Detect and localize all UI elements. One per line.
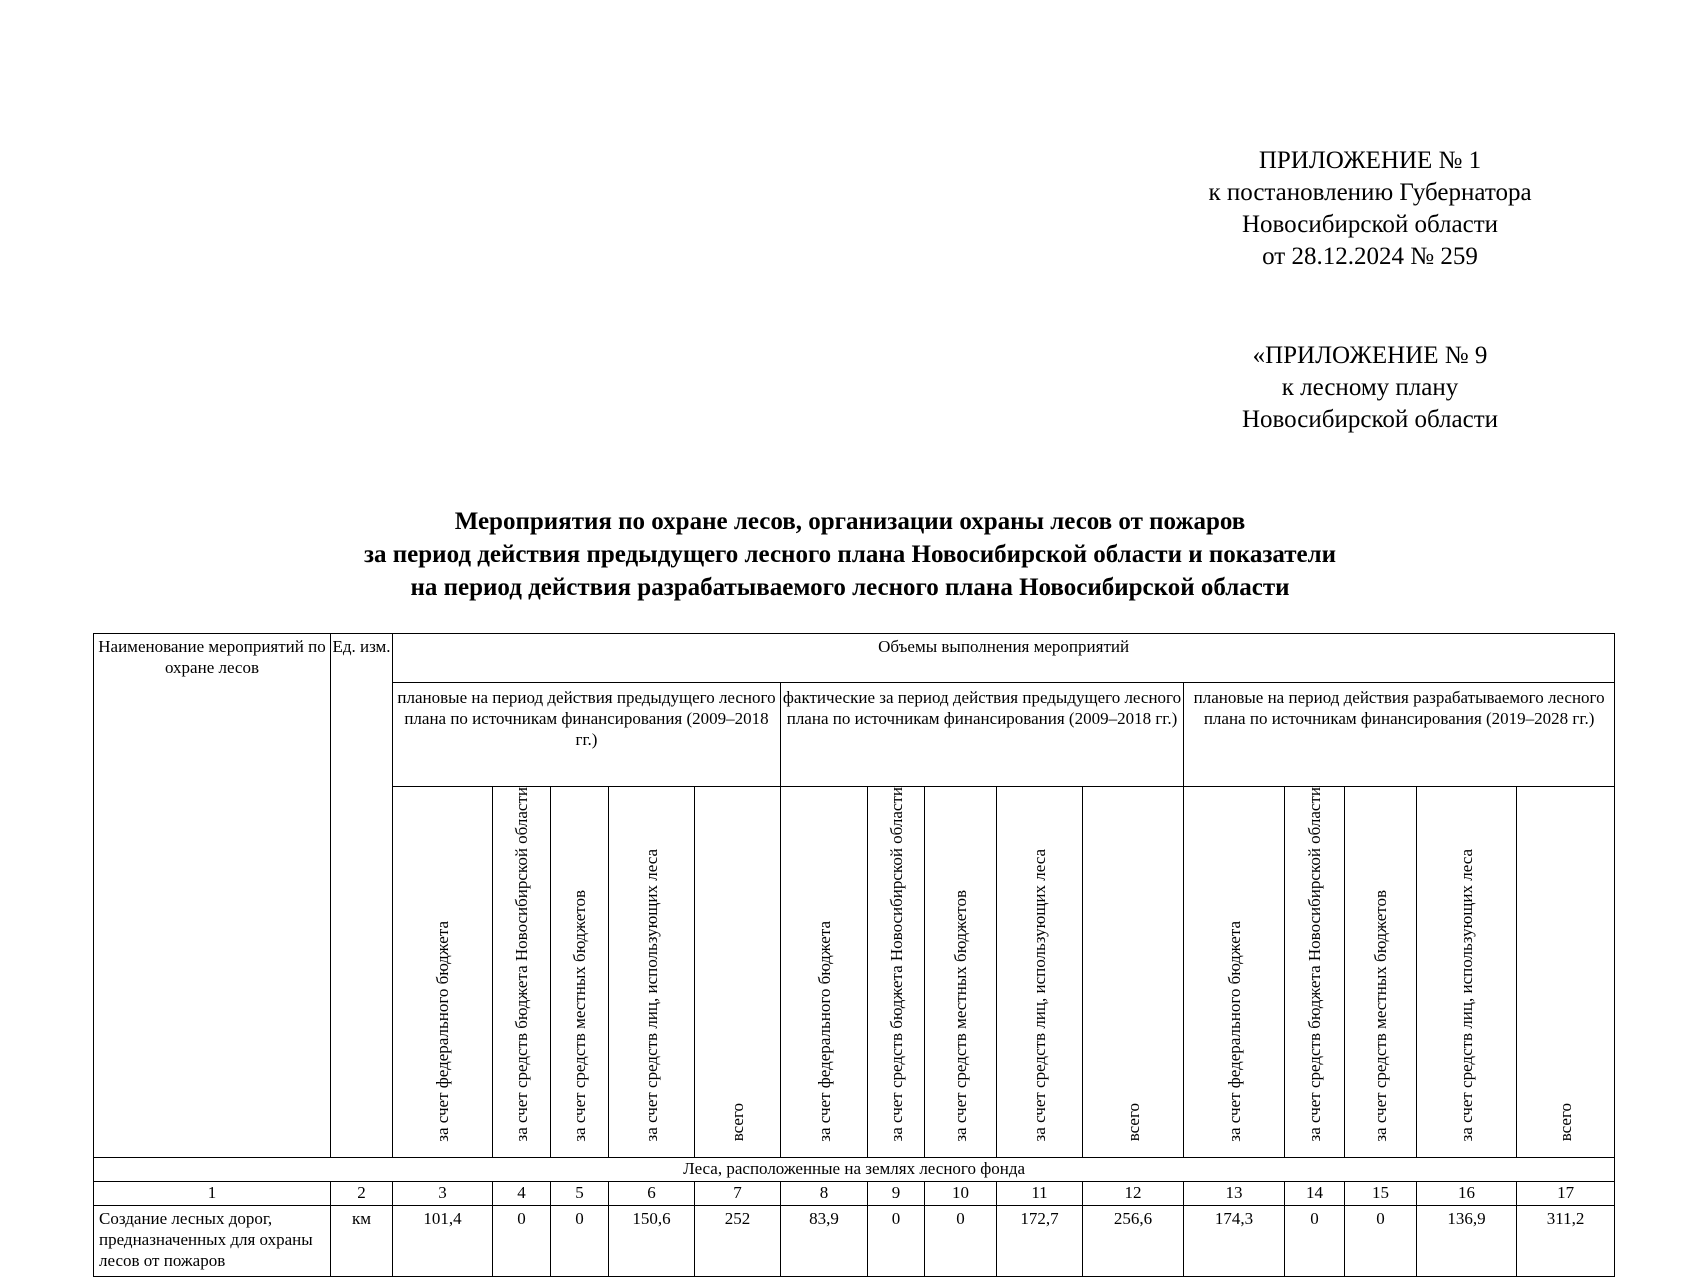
row-value: 311,2 <box>1517 1205 1615 1276</box>
subheader-users: за счет средств лиц, использующих леса <box>997 787 1083 1158</box>
column-number: 15 <box>1345 1181 1417 1205</box>
subheader-users: за счет средств лиц, использующих леса <box>609 787 695 1158</box>
title-line-3: на период действия разрабатываемого лесного плана Новосибирской области <box>410 574 1290 601</box>
subheader-regional: за счет средств бюджета Новосибирской области <box>868 787 925 1158</box>
column-number: 9 <box>868 1181 925 1205</box>
appendix-1-line-2: к постановлению Губернатора <box>1208 179 1532 206</box>
column-number: 8 <box>781 1181 868 1205</box>
appendix-9-header <box>1190 340 1550 436</box>
column-number: 7 <box>695 1181 781 1205</box>
appendix-1-header <box>1180 145 1560 273</box>
appendix-1-line-3: Новосибирской области <box>1241 211 1499 238</box>
column-number: 13 <box>1184 1181 1285 1205</box>
subheader-federal: за счет федерального бюджета <box>781 787 868 1158</box>
row-value: 101,4 <box>393 1205 493 1276</box>
header-group-planned-previous: плановые на период действия предыдущего лесного плана по источникам финансирования (2009–2018 гг.) <box>393 683 781 787</box>
row-value: 0 <box>1285 1205 1345 1276</box>
column-number: 6 <box>609 1181 695 1205</box>
subheader-total: всего <box>1083 787 1184 1158</box>
document-title <box>200 505 1500 604</box>
column-number: 4 <box>493 1181 551 1205</box>
header-group-actual-previous: фактические за период действия предыдущего лесного плана по источникам финансирования (2009–2018 гг.) <box>781 683 1184 787</box>
appendix-9-line-1: «ПРИЛОЖЕНИЕ № 9 <box>1252 342 1488 369</box>
appendix-1-line-1: ПРИЛОЖЕНИЕ № 1 <box>1258 147 1482 174</box>
header-activity-name: Наименование мероприятий по охране лесов <box>94 634 331 1158</box>
subheader-regional: за счет средств бюджета Новосибирской области <box>1285 787 1345 1158</box>
section-forest-fund: Леса, расположенные на землях лесного фонда <box>94 1157 1615 1181</box>
subheader-local: за счет средств местных бюджетов <box>551 787 609 1158</box>
appendix-9-line-3: Новосибирской области <box>1241 406 1499 433</box>
column-number: 1 <box>94 1181 331 1205</box>
column-number: 2 <box>331 1181 393 1205</box>
column-number: 12 <box>1083 1181 1184 1205</box>
row-activity-name: Создание лесных дорог, предназначенных для охраны лесов от пожаров <box>94 1205 331 1276</box>
subheader-regional: за счет средств бюджета Новосибирской области <box>493 787 551 1158</box>
row-value: 136,9 <box>1417 1205 1517 1276</box>
subheader-federal: за счет федерального бюджета <box>1184 787 1285 1158</box>
title-line-2: за период действия предыдущего лесного плана Новосибирской области и показатели <box>363 541 1337 568</box>
subheader-total: всего <box>1517 787 1615 1158</box>
row-value: 0 <box>493 1205 551 1276</box>
table-row <box>94 1205 1615 1276</box>
column-number-row <box>94 1181 1615 1205</box>
subheader-users: за счет средств лиц, использующих леса <box>1417 787 1517 1158</box>
column-number: 11 <box>997 1181 1083 1205</box>
row-value: 83,9 <box>781 1205 868 1276</box>
column-number: 3 <box>393 1181 493 1205</box>
row-value: 172,7 <box>997 1205 1083 1276</box>
row-value: 0 <box>868 1205 925 1276</box>
header-unit: Ед. изм. <box>331 634 393 1158</box>
appendix-1-line-4: от 28.12.2024 № 259 <box>1262 243 1478 270</box>
measures-table <box>93 633 1615 1277</box>
row-value: 252 <box>695 1205 781 1276</box>
column-number: 17 <box>1517 1181 1615 1205</box>
row-value: 256,6 <box>1083 1205 1184 1276</box>
row-value: 150,6 <box>609 1205 695 1276</box>
title-line-1: Мероприятия по охране лесов, организации охраны лесов от пожаров <box>454 508 1246 535</box>
column-number: 10 <box>925 1181 997 1205</box>
subheader-local: за счет средств местных бюджетов <box>925 787 997 1158</box>
column-number: 5 <box>551 1181 609 1205</box>
subheader-total: всего <box>695 787 781 1158</box>
row-unit: км <box>331 1205 393 1276</box>
header-volumes: Объемы выполнения мероприятий <box>393 634 1615 683</box>
row-value: 0 <box>925 1205 997 1276</box>
row-value: 0 <box>551 1205 609 1276</box>
column-number: 14 <box>1285 1181 1345 1205</box>
row-value: 174,3 <box>1184 1205 1285 1276</box>
header-group-planned-current: плановые на период действия разрабатываемого лесного плана по источникам финансирования (2019–2028 гг.) <box>1184 683 1615 787</box>
subheader-local: за счет средств местных бюджетов <box>1345 787 1417 1158</box>
row-value: 0 <box>1345 1205 1417 1276</box>
subheader-federal: за счет федерального бюджета <box>393 787 493 1158</box>
column-number: 16 <box>1417 1181 1517 1205</box>
appendix-9-line-2: к лесному плану <box>1281 374 1459 401</box>
